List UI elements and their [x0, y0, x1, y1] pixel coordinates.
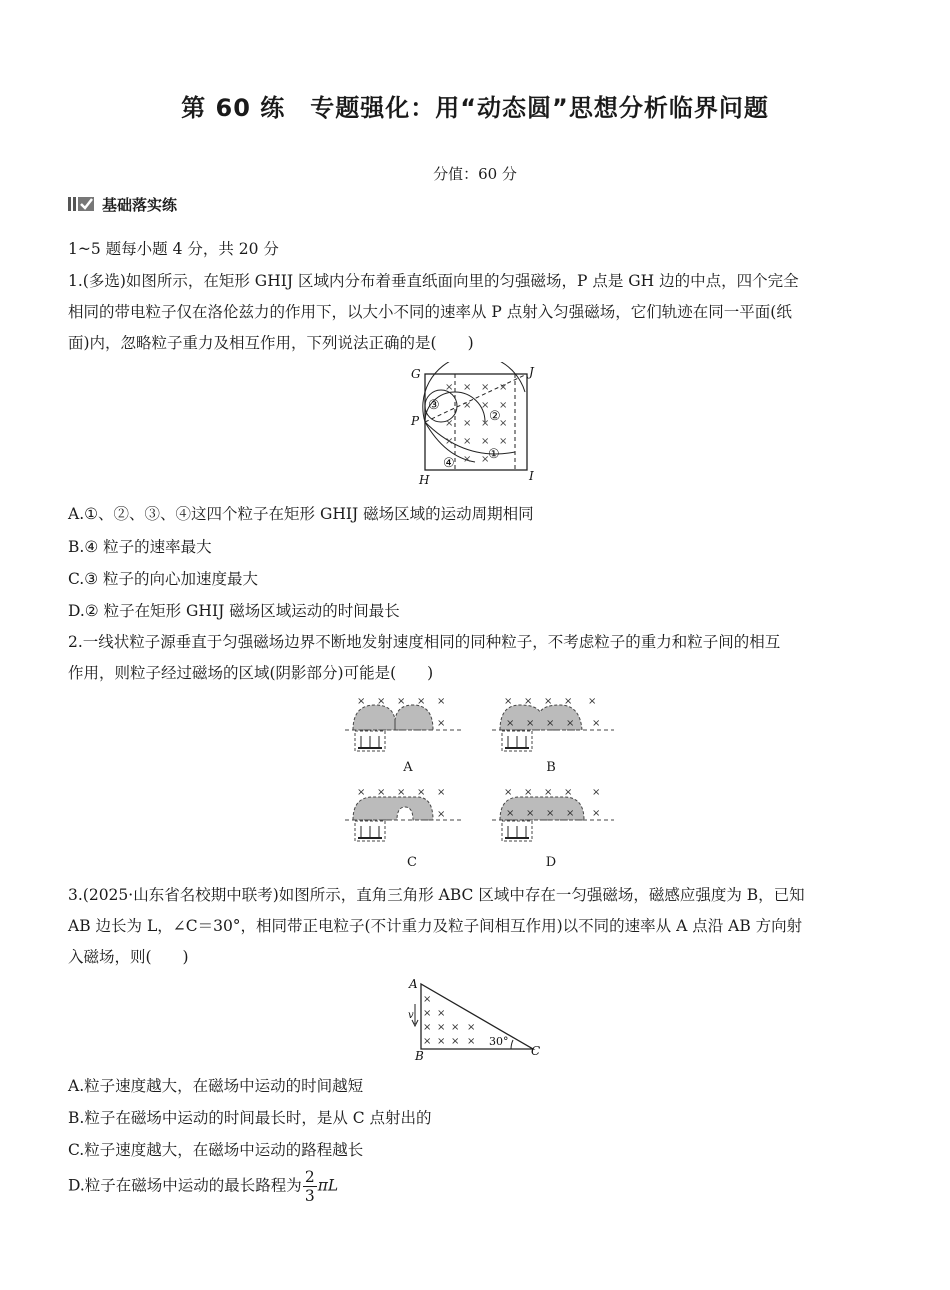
svg-text:×: ×	[544, 787, 553, 798]
section-header	[68, 192, 177, 216]
svg-text:×: ×	[524, 787, 533, 798]
q1-line2: 相同的带电粒子仅在洛伦兹力的作用下，以大小不同的速率从 P 点射入匀强磁场，它们轨迹在同一平面(纸	[68, 303, 792, 321]
q2-figure-c	[345, 785, 465, 850]
svg-text:×: ×	[463, 454, 472, 465]
svg-text:×: ×	[499, 382, 508, 393]
svg-text:×: ×	[445, 382, 454, 393]
svg-text:×: ×	[504, 696, 513, 707]
svg-text:×: ×	[526, 718, 535, 729]
svg-text:×: ×	[445, 418, 454, 429]
fraction	[303, 1168, 317, 1205]
label-n2: ②	[489, 409, 501, 424]
svg-text:×: ×	[506, 808, 515, 819]
intro-text: 1~5 题每小题 4 分，共 20 分	[68, 240, 279, 258]
svg-text:×: ×	[445, 436, 454, 447]
svg-text:×: ×	[357, 696, 366, 707]
svg-text:×: ×	[481, 382, 490, 393]
q2-figure-b	[492, 690, 617, 755]
svg-text:×: ×	[437, 718, 446, 729]
q3-label-C: C	[531, 1044, 541, 1058]
label-P: P	[411, 414, 420, 428]
svg-text:×: ×	[481, 436, 490, 447]
svg-text:×: ×	[481, 454, 490, 465]
q2-line1: 2.一线状粒子源垂直于匀强磁场边界不断地发射速度相同的同种粒子，不考虑粒子的重力和粒子间的相互	[68, 633, 781, 651]
svg-text:×: ×	[377, 787, 386, 798]
svg-text:×: ×	[397, 787, 406, 798]
svg-text:×: ×	[481, 418, 490, 429]
q1-option-d[interactable]: D.② 粒子在矩形 GHIJ 磁场区域运动的时间最长	[68, 602, 400, 620]
q3-option-d-suffix: πL	[317, 1176, 339, 1195]
svg-text:×: ×	[588, 696, 597, 707]
q1-figure	[405, 362, 555, 487]
svg-text:×: ×	[423, 1022, 432, 1033]
q1-option-a[interactable]: A.①、②、③、④这四个粒子在矩形 GHIJ 磁场区域的运动周期相同	[68, 505, 534, 523]
svg-text:×: ×	[437, 1022, 446, 1033]
svg-text:×: ×	[499, 418, 508, 429]
q2-line2: 作用，则粒子经过磁场的区域(阴影部分)可能是( )	[68, 664, 434, 682]
q3-figure	[405, 974, 555, 1064]
q2-caption-b[interactable]: B	[546, 760, 556, 775]
svg-text:×: ×	[592, 718, 601, 729]
q1-line3: 面)内，忽略粒子重力及相互作用，下列说法正确的是( )	[68, 334, 474, 352]
svg-text:×: ×	[506, 718, 515, 729]
q3-option-a[interactable]: A.粒子速度越大，在磁场中运动的时间越短	[68, 1077, 364, 1095]
svg-text:×: ×	[437, 787, 446, 798]
label-J: J	[529, 365, 534, 379]
svg-text:×: ×	[463, 436, 472, 447]
label-n4: ④	[443, 456, 455, 471]
q3-label-A: A	[409, 977, 418, 991]
svg-text:×: ×	[423, 994, 432, 1005]
svg-text:×: ×	[357, 787, 366, 798]
svg-text:×: ×	[564, 787, 573, 798]
q2-figure-a	[345, 690, 465, 755]
q3-line2: AB 边长为 L，∠C＝30°，相同带正电粒子(不计重力及粒子间相互作用)以不同的速率从 A 点沿 AB 方向射	[68, 917, 803, 935]
svg-text:×: ×	[592, 787, 601, 798]
fraction-numerator: 2	[304, 1168, 315, 1186]
score-label: 分值：60 分	[433, 165, 517, 183]
svg-text:×: ×	[544, 696, 553, 707]
svg-text:×: ×	[526, 808, 535, 819]
svg-text:×: ×	[417, 696, 426, 707]
q3-option-d-prefix: D.粒子在磁场中运动的最长路程为	[68, 1176, 302, 1195]
q1-line1: 1.(多选)如图所示，在矩形 GHIJ 区域内分布着垂直纸面向里的匀强磁场，P 点是 GH 边的中点，四个完全	[68, 272, 799, 290]
q1-option-b[interactable]: B.④ 粒子的速率最大	[68, 538, 212, 556]
svg-text:×: ×	[397, 696, 406, 707]
label-I: I	[529, 469, 534, 483]
page-title: 第 60 练 专题强化：用“动态圆”思想分析临界问题	[181, 94, 769, 122]
svg-text:×: ×	[377, 696, 386, 707]
q3-option-c[interactable]: C.粒子速度越大，在磁场中运动的路程越长	[68, 1141, 364, 1159]
svg-text:×: ×	[546, 718, 555, 729]
svg-text:×: ×	[499, 400, 508, 411]
svg-text:×: ×	[566, 808, 575, 819]
svg-text:×: ×	[463, 418, 472, 429]
svg-text:×: ×	[481, 400, 490, 411]
q2-caption-a[interactable]: A	[403, 760, 413, 775]
svg-text:×: ×	[467, 1022, 476, 1033]
svg-text:×: ×	[546, 808, 555, 819]
label-H: H	[419, 473, 430, 487]
fraction-denominator: 3	[304, 1187, 315, 1205]
q3-line1: 3.(2025·山东省名校期中联考)如图所示，直角三角形 ABC 区域中存在一匀强磁场，磁感应强度为 B，已知	[68, 886, 805, 904]
svg-text:×: ×	[566, 718, 575, 729]
svg-text:×: ×	[463, 400, 472, 411]
svg-text:×: ×	[417, 787, 426, 798]
svg-text:×: ×	[564, 696, 573, 707]
svg-text:×: ×	[437, 1036, 446, 1047]
q3-option-d[interactable]	[68, 1168, 338, 1205]
label-n3: ③	[428, 398, 440, 413]
svg-text:×: ×	[463, 382, 472, 393]
check-grid-icon	[68, 195, 96, 213]
section-label: 基础落实练	[102, 195, 178, 214]
svg-text:×: ×	[467, 1036, 476, 1047]
svg-text:×: ×	[504, 787, 513, 798]
q2-figure-d	[492, 785, 617, 850]
svg-text:×: ×	[499, 436, 508, 447]
svg-text:×: ×	[423, 1008, 432, 1019]
q2-caption-c[interactable]: C	[407, 855, 417, 870]
q3-line3: 入磁场，则( )	[68, 948, 189, 966]
label-G: G	[411, 367, 421, 381]
q3-option-b[interactable]: B.粒子在磁场中运动的时间最长时，是从 C 点射出的	[68, 1109, 432, 1127]
q3-angle-label: 30°	[489, 1035, 509, 1048]
svg-text:×: ×	[437, 696, 446, 707]
label-n1: ①	[488, 447, 500, 462]
svg-text:×: ×	[524, 696, 533, 707]
svg-text:×: ×	[592, 808, 601, 819]
svg-text:×: ×	[423, 1036, 432, 1047]
svg-text:×: ×	[451, 1036, 460, 1047]
q3-label-v: v	[408, 1010, 414, 1021]
q3-label-B: B	[415, 1049, 424, 1063]
svg-text:×: ×	[437, 809, 446, 820]
svg-text:×: ×	[451, 1022, 460, 1033]
q2-caption-d[interactable]: D	[545, 855, 557, 870]
svg-text:×: ×	[437, 1008, 446, 1019]
q1-option-c[interactable]: C.③ 粒子的向心加速度最大	[68, 570, 259, 588]
